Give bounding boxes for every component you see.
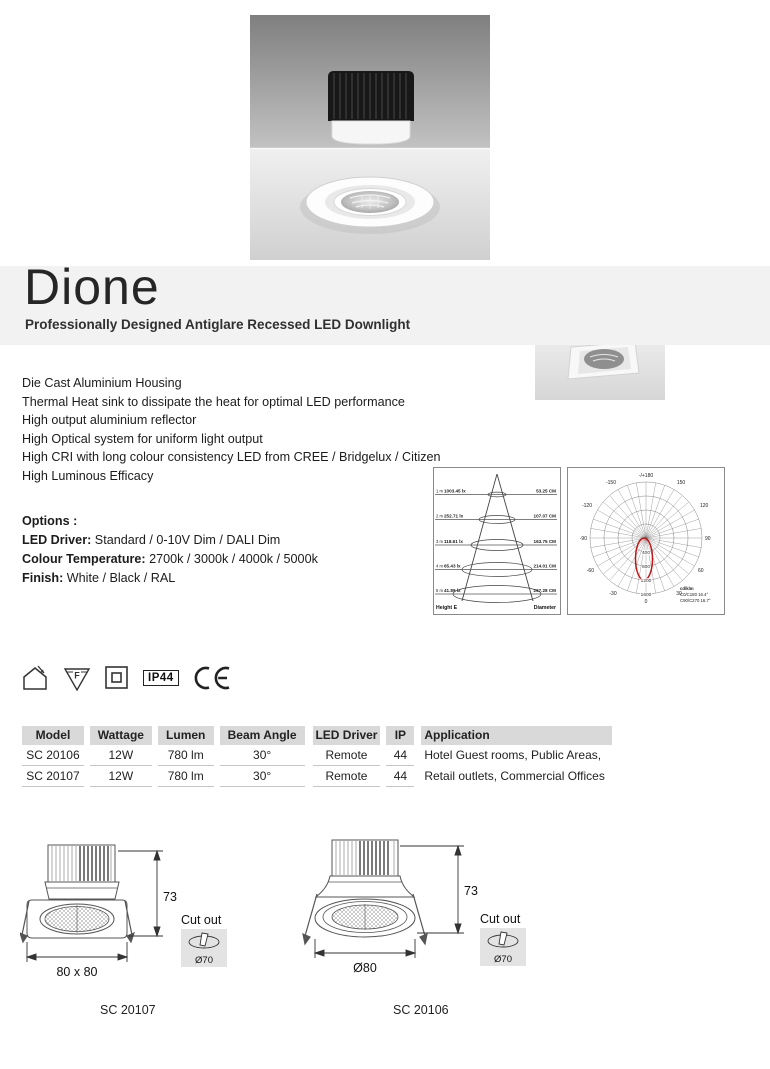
polar-note: C0/C180 16.4° [680,592,709,597]
option-label: Colour Temperature: [22,552,146,566]
option-colour-temperature [22,550,318,569]
option-label: Finish: [22,571,64,585]
cell-application: Retail outlets, Commercial Offices [424,769,605,783]
cell-model: SC 20106 [22,745,84,766]
feature-item: High output aluminium reflector [22,413,197,428]
beam-lobe [636,538,653,580]
cone-lux-value: 1003.45 lx [444,488,466,494]
polar-angle-label: 150 [676,480,686,486]
feature-list [22,374,441,486]
col-header-application: Application [421,726,612,745]
col-header-wattage: Wattage [90,726,152,745]
polar-angle-label: -150 [605,480,617,486]
dimension-drawing-round [300,838,500,980]
cone-diameter-value: 214.01 CM [533,563,556,569]
polar-radial-label: 800 [641,565,651,570]
option-led-driver [22,531,318,550]
cell-application: Hotel Guest rooms, Public Areas, [424,748,602,762]
heatsink [328,71,414,121]
product-photo-round [250,15,490,260]
col-header-model: Model [22,726,84,745]
cutout-hole-icon [483,931,523,949]
cone-height-label: 5 m [436,588,443,593]
cell-model: SC 20107 [22,766,84,787]
cell-beam-angle: 30° [220,766,305,787]
height-dimension: 73 [464,884,478,898]
cell-lumen: 780 lm [158,745,214,766]
cone-diameter-value: 107.07 CM [533,513,556,519]
cone-diameter-value: 267.28 CM [533,588,556,593]
ip-rating-badge: IP44 [143,670,179,686]
cutout-hole-icon [184,932,224,950]
ce-mark-icon [192,665,234,691]
f-mark-triangle-icon [63,665,91,692]
cone-footer-right: Diameter [533,605,556,611]
feature-item: High Luminous Efficacy [22,468,154,483]
polar-radial-label: 1600 [640,593,652,598]
cutout-diameter: Ø70 [494,954,512,965]
col-header-led-driver: LED Driver [313,726,381,745]
options-heading: Options : [22,514,78,528]
cell-ip: 44 [386,766,414,787]
polar-angle-label: 120 [700,503,709,509]
cone-footer-left: Height E [436,605,458,611]
cell-ip: 44 [386,745,414,766]
width-dimension: Ø80 [353,961,377,975]
dimension-drawing-square-svg [20,843,185,983]
cone-diagram [433,467,561,615]
cutout-badge-right [480,912,526,966]
options-block [22,512,318,588]
polar-angle-label: -/+180 [638,473,654,479]
cone-height-label: 1 m [436,488,443,494]
cell-led-driver: Remote [313,745,381,766]
cutout-box [181,929,227,967]
feature-item: Die Cast Aluminium Housing [22,376,182,390]
class-ii-double-square-icon [104,665,130,691]
table-row [22,766,612,787]
cutout-badge-left [181,913,227,967]
dimension-drawing-round-svg [300,838,500,980]
cone-diameter-value: 163.75 CM [533,539,556,544]
polar-diagram-svg [568,468,722,612]
cone-lux-value: 118.61 lx [444,539,463,544]
model-label-left: SC 20107 [100,1003,156,1017]
option-finish [22,569,318,588]
polar-diagram [567,467,725,615]
cone-height-label: 4 m [436,563,443,569]
cutout-box [480,928,526,966]
polar-note: C90/C270 16.7° [680,598,711,603]
product-photo-round-image [250,15,490,260]
certification-row [20,662,234,694]
polar-angle-label: -30 [609,591,617,597]
option-label: LED Driver: [22,533,92,547]
cone-lux-value: 41.89 lx [444,588,461,593]
option-value: 2700k / 3000k / 4000k / 5000k [145,552,318,566]
height-dimension: 73 [163,890,177,904]
polar-angle-label: 0 [644,599,648,605]
cone-height-label: 2 m [436,513,443,519]
cell-wattage: 12W [90,745,152,766]
spec-table-header-row [22,726,612,745]
col-header-beam-angle: Beam Angle [220,726,305,745]
cutout-label: Cut out [181,913,222,927]
polar-radial-label: 400 [641,551,651,556]
feature-item: High Optical system for uniform light output [22,431,263,446]
polar-angle-label: 30 [676,591,682,597]
cell-wattage: 12W [90,766,152,787]
table-row [22,745,612,766]
polar-angle-label: -90 [579,536,587,542]
f-mark-letter: F [74,670,80,680]
feature-item: Thermal Heat sink to dissipate the heat for optimal LED performance [22,394,405,409]
cone-height-label: 3 m [436,539,443,544]
polar-radial-label: 1200 [640,579,652,584]
spec-table [22,726,612,787]
cell-led-driver: Remote [313,766,381,787]
house-indoor-icon [20,664,50,692]
polar-angle-label: -60 [586,568,594,574]
dimension-drawing-square [20,843,185,983]
cutout-label: Cut out [480,912,521,926]
cutout-diameter: Ø70 [195,955,213,966]
cell-beam-angle: 30° [220,745,305,766]
cone-diagram-svg [434,468,558,612]
width-dimension: 80 x 80 [56,965,98,979]
cone-lux-value: 252.71 lx [444,513,464,519]
polar-angle-label: 60 [698,568,704,574]
page-subtitle: Professionally Designed Antiglare Recessed LED Downlight [25,317,411,332]
model-label-right: SC 20106 [393,1003,449,1017]
polar-note: cd/klm [680,586,694,591]
col-header-ip: IP [386,726,414,745]
cone-lux-value: 65.43 lx [444,563,461,569]
col-header-lumen: Lumen [158,726,214,745]
option-value: White / Black / RAL [63,571,176,585]
polar-angle-label: -120 [581,503,592,509]
cell-lumen: 780 lm [158,766,214,787]
polar-angle-label: 90 [705,536,711,542]
feature-item: High CRI with long colour consistency LED from CREE / Bridgelux / Citizen [22,450,441,465]
page-title: Dione [24,259,160,315]
cone-diameter-value: 53.25 CM [536,488,556,494]
option-value: Standard / 0-10V Dim / DALI Dim [91,533,281,547]
